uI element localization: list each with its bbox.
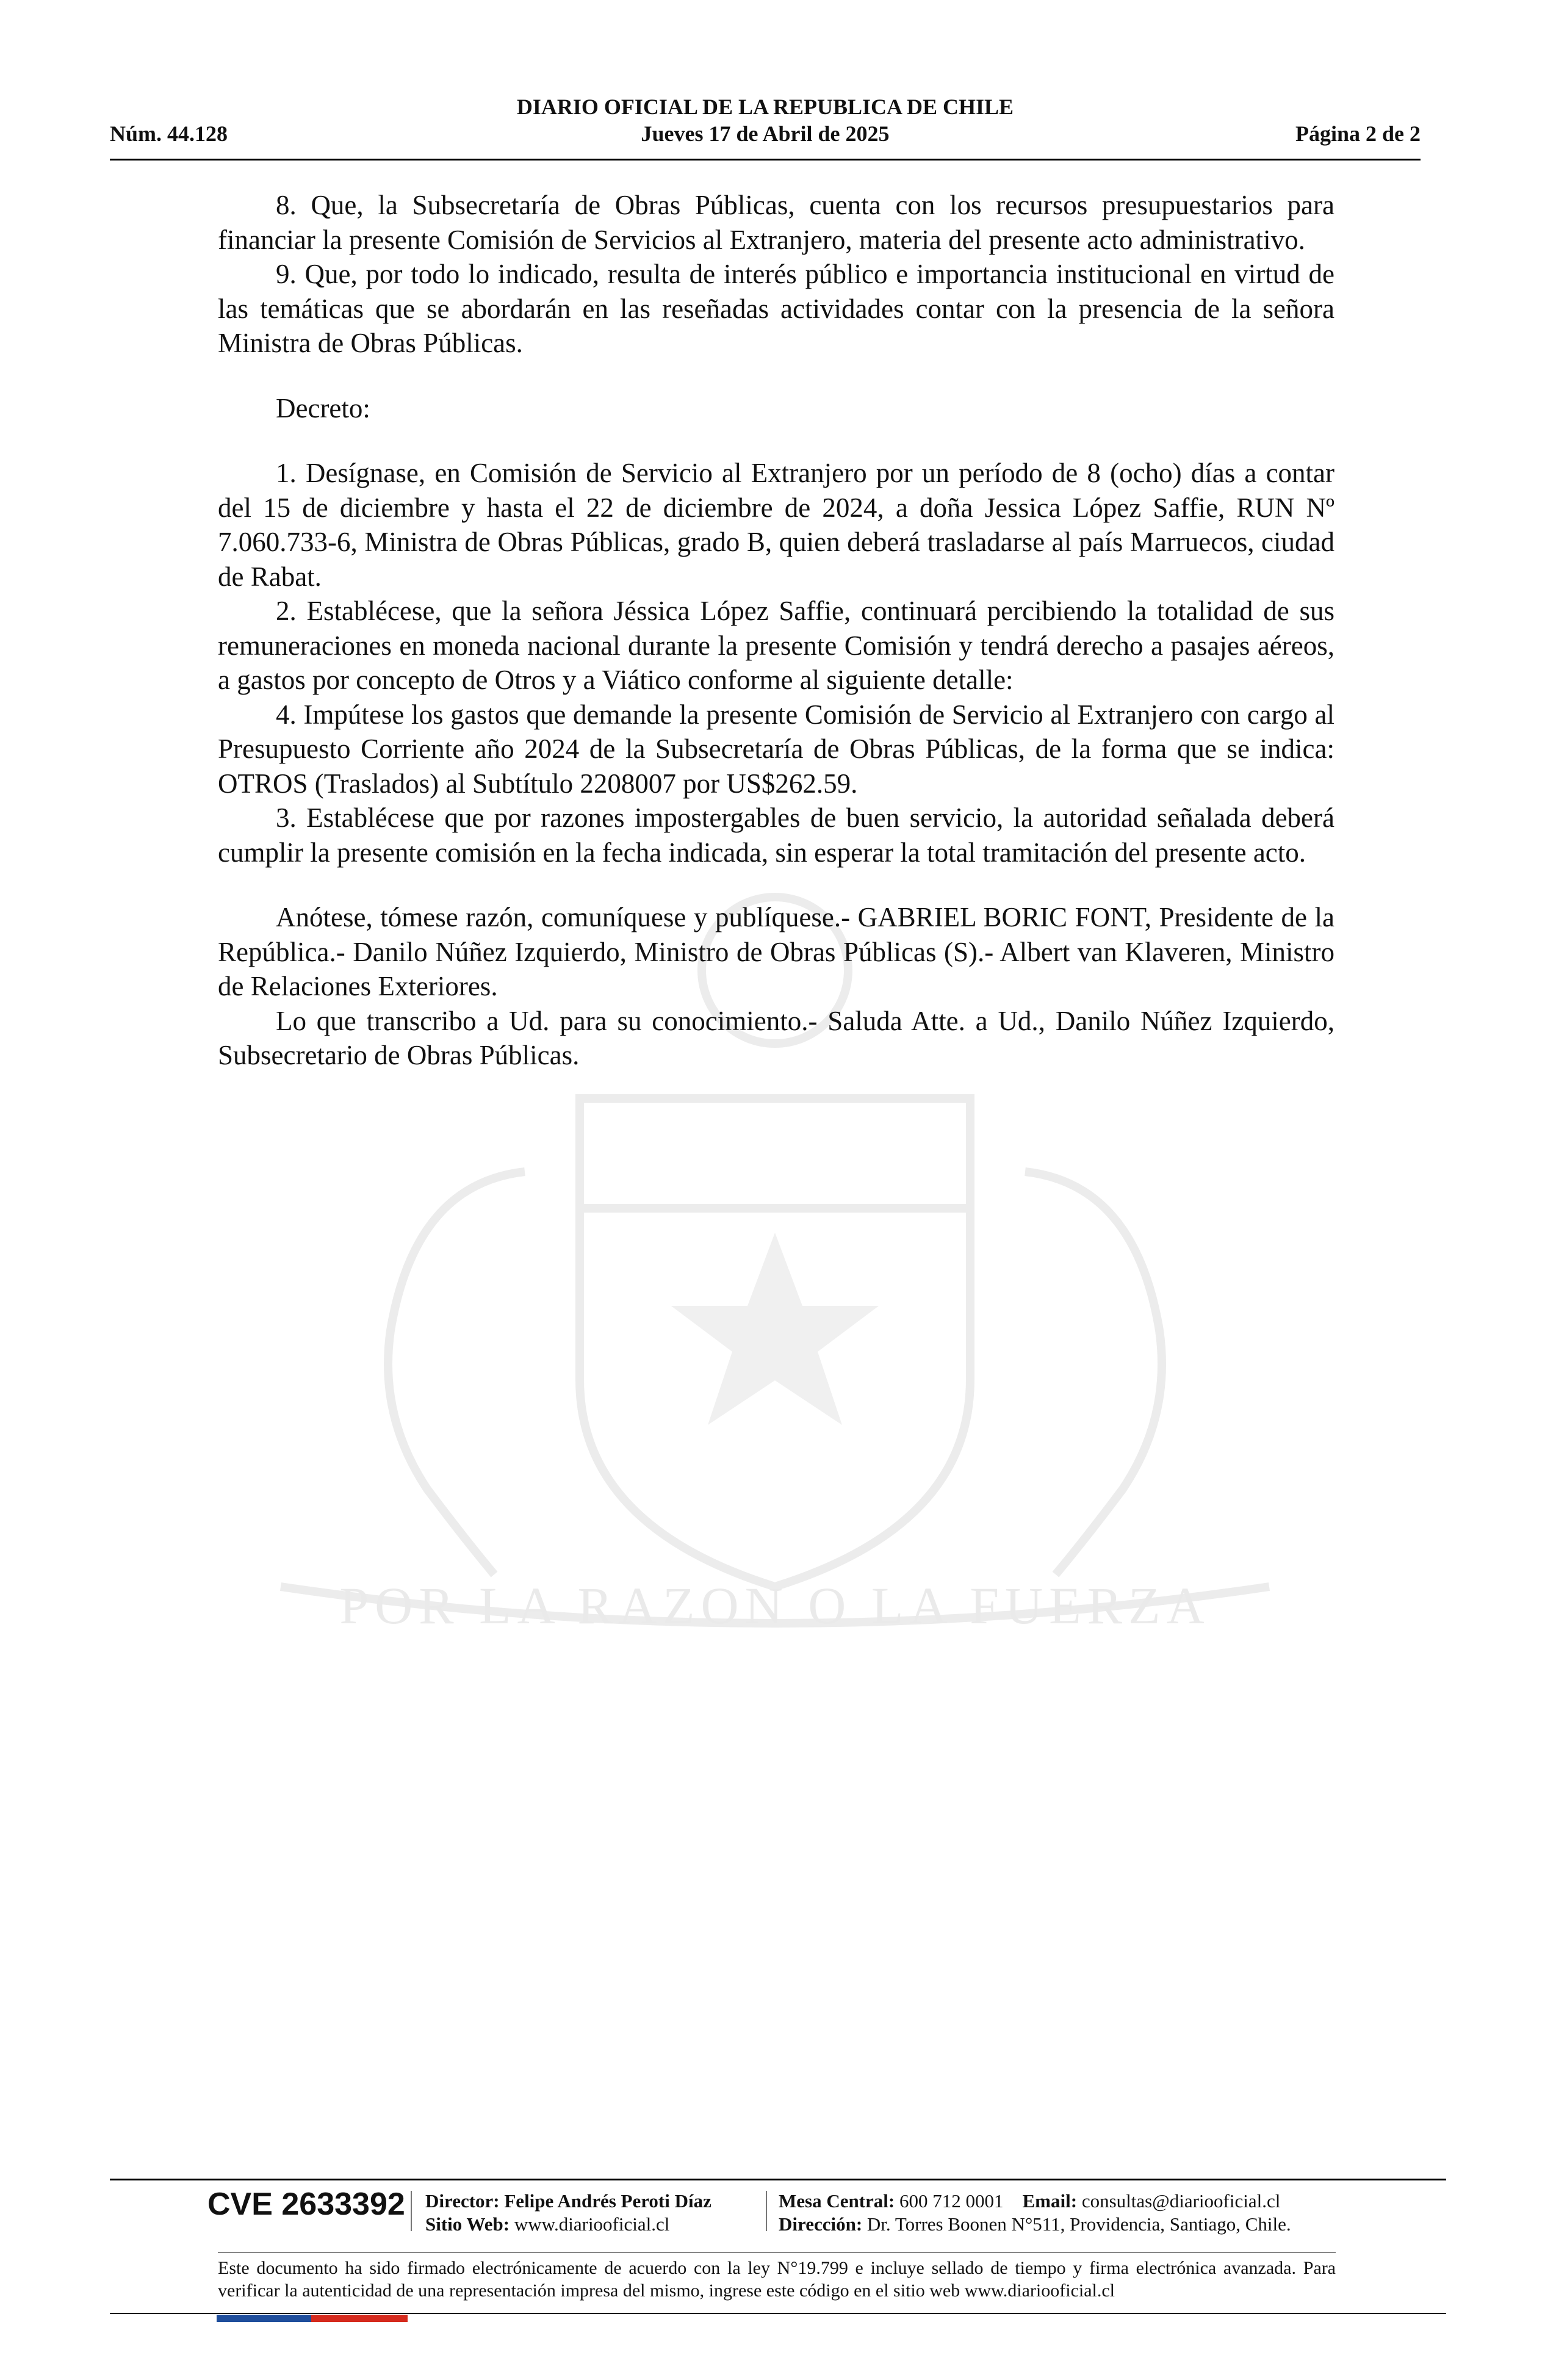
legal-notice: Este documento ha sido firmado electrónicamente de acuerdo con la ley N°19.799 e incluye sellado de tiempo y firma electrónica avanzada. Para verificar la autenticidad de una representación impresa del mismo, ingrese este código en el sitio web www.diariooficial.cl [218,2258,1336,2301]
website-label: Sitio Web: [425,2213,510,2235]
flag-stripe-red [311,2315,408,2322]
paragraph-article-3: 3. Establécese que por razones impostergables de buen servicio, la autoridad señalada deberá cumplir la presente comisión en la fecha indicada, sin esperar la total tramitación del presente acto. [218,802,1334,868]
paragraph-article-1: 1. Desígnase, en Comisión de Servicio al Extranjero por un período de 8 (ocho) días a contar del 15 de diciembre y hasta el 22 de diciembre de 2024, a doña Jessica López Saffie, RUN Nº 7.060.733-6, Ministra de Obras Públicas, grado B, quien deberá trasladarse al país Marruecos, ciudad de Rabat. [218,458,1334,592]
paragraph-article-2: 2. Establécese, que la señora Jéssica López Saffie, continuará percibiendo la totalidad de sus remuneraciones en moneda nacional durante la presente Comisión y tendrá derecho a pasajes aéreos, a gastos por concepto de Otros y a Viático conforme al siguiente detalle: [218,596,1334,695]
footer-top-rule [110,2179,1446,2180]
director-label: Director: [425,2190,500,2212]
paragraph-closing: Lo que transcribo a Ud. para su conocimiento.- Saluda Atte. a Ud., Danilo Núñez Izquierdo, Subsecretario de Obras Públicas. [218,1005,1334,1070]
footer-bottom-rule [110,2313,1446,2314]
decree-body [218,188,1334,1073]
direccion-label: Dirección: [779,2213,863,2235]
footer-contact-block [779,2190,1291,2236]
flag-stripe-blue [217,2315,311,2322]
email-label: Email: [1022,2190,1078,2212]
paragraph-considerando-9: 9. Que, por todo lo indicado, resulta de interés público e importancia institucional en virtud de las temáticas que se abordarán en las reseñadas actividades contar con la presencia de la señora Ministra de Obras Públicas. [218,259,1334,358]
decreto-heading: Decreto: [276,392,370,424]
footer-director-block [425,2190,711,2236]
motto-text: POR LA RAZON O LA FUERZA [339,1576,1211,1635]
shield-star [671,1233,879,1425]
footer-inner-rule [218,2252,1336,2253]
huemul-figure [388,1172,525,1574]
cve-code: CVE 2633392 [207,2187,405,2222]
mesa-central-phone: 600 712 0001 [899,2190,1004,2212]
paragraph-signatures: Anótese, tómese razón, comuníquese y publíquese.- GABRIEL BORIC FONT, Presidente de la República.- Danilo Núñez Izquierdo, Ministro de Obras Públicas (S).- Albert van Klaveren, Ministro de Relaciones Exteriores. [218,902,1334,1001]
page-indicator: Página 2 de 2 [1295,121,1421,146]
mesa-central-label: Mesa Central: [779,2190,895,2212]
email-address[interactable]: consultas@diariooficial.cl [1081,2190,1281,2212]
issue-number: Núm. 44.128 [110,121,228,146]
page-header [110,92,1421,160]
condor-figure [1025,1172,1162,1574]
publication-title: DIARIO OFICIAL DE LA REPUBLICA DE CHILE [516,95,1014,119]
director-name: Felipe Andrés Peroti Díaz [504,2190,711,2212]
footer-divider [411,2191,412,2231]
paragraph-article-4: 4. Impútese los gastos que demande la presente Comisión de Servicio al Extranjero con cargo al Presupuesto Corriente año 2024 de la Subsecretaría de Obras Públicas, de la forma que se indica: OTROS (Traslados) al Subtítulo 2208007 por US$262.59. [218,699,1334,799]
website-link[interactable]: www.diariooficial.cl [514,2213,670,2235]
footer-divider [766,2191,767,2231]
paragraph-considerando-8: 8. Que, la Subsecretaría de Obras Públicas, cuenta con los recursos presupuestarios para financiar la presente Comisión de Servicios al Extranjero, materia del presente acto administrativo. [218,190,1334,255]
publication-date: Jueves 17 de Abril de 2025 [641,121,890,146]
direccion-address: Dr. Torres Boonen N°511, Providencia, Santiago, Chile. [866,2213,1291,2235]
